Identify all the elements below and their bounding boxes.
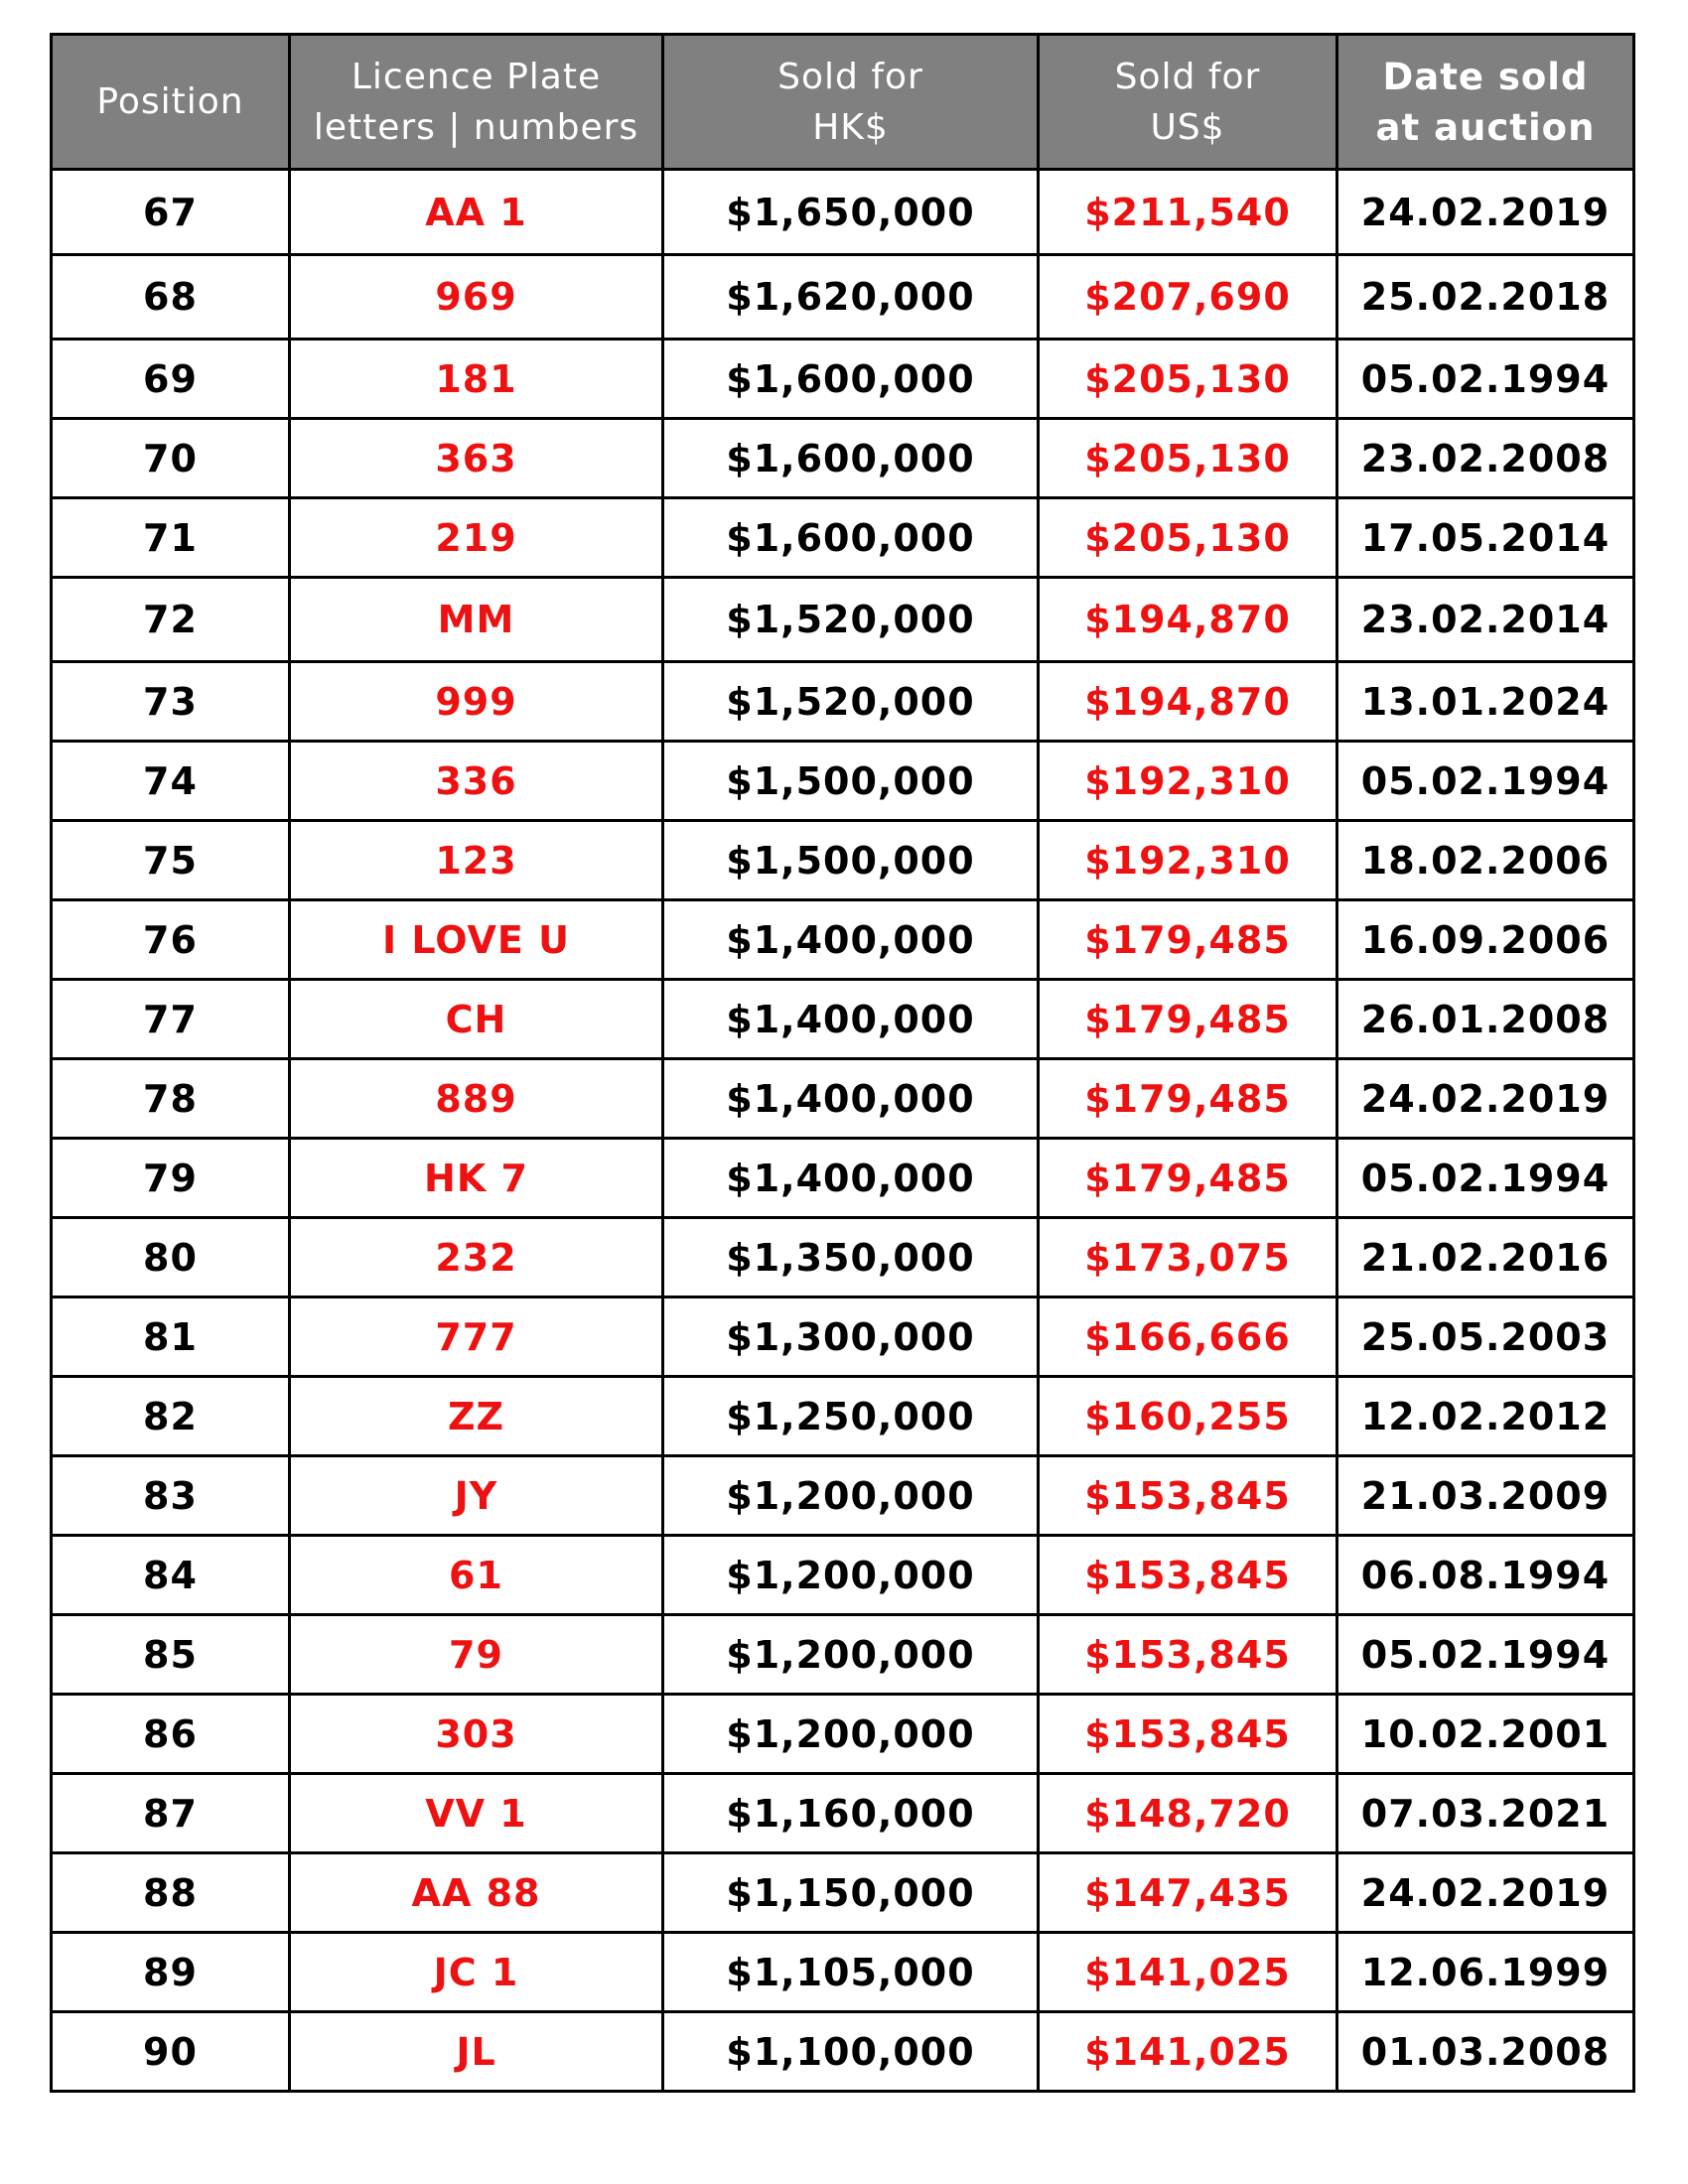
sold-usd-cell: $179,485 <box>1039 1059 1337 1139</box>
sold-usd-cell: $148,720 <box>1039 1774 1337 1853</box>
date-sold-cell: 16.09.2006 <box>1337 900 1634 980</box>
sold-usd-cell: $153,845 <box>1039 1536 1337 1615</box>
date-sold-cell: 07.03.2021 <box>1337 1774 1634 1853</box>
table-row <box>52 1297 1634 1377</box>
position-cell: 80 <box>52 1218 290 1297</box>
sold-usd-cell: $205,130 <box>1039 498 1337 578</box>
licence-plate-cell: MM <box>290 578 663 662</box>
position-cell: 70 <box>52 419 290 498</box>
sold-hkd-cell: $1,350,000 <box>663 1218 1039 1297</box>
position-cell: 72 <box>52 578 290 662</box>
position-cell: 82 <box>52 1377 290 1456</box>
table-row <box>52 1933 1634 2012</box>
licence-plate-auction-table <box>50 33 1635 2093</box>
sold-hkd-cell: $1,600,000 <box>663 498 1039 578</box>
sold-usd-cell: $141,025 <box>1039 2012 1337 2092</box>
position-cell: 71 <box>52 498 290 578</box>
header-date-sold-line1: Date sold <box>1382 55 1589 98</box>
position-cell: 81 <box>52 1297 290 1377</box>
sold-hkd-cell: $1,200,000 <box>663 1536 1039 1615</box>
sold-usd-cell: $205,130 <box>1039 419 1337 498</box>
header-licence-plate <box>290 35 663 170</box>
licence-plate-cell: 969 <box>290 255 663 340</box>
table-row <box>52 1774 1634 1853</box>
licence-plate-cell: I LOVE U <box>290 900 663 980</box>
sold-usd-cell: $166,666 <box>1039 1297 1337 1377</box>
table-row <box>52 1536 1634 1615</box>
table-row <box>52 255 1634 340</box>
sold-hkd-cell: $1,160,000 <box>663 1774 1039 1853</box>
sold-hkd-cell: $1,600,000 <box>663 419 1039 498</box>
table-row <box>52 900 1634 980</box>
table-row <box>52 170 1634 255</box>
position-cell: 69 <box>52 340 290 419</box>
sold-usd-cell: $179,485 <box>1039 900 1337 980</box>
sold-hkd-cell: $1,400,000 <box>663 980 1039 1059</box>
position-cell: 79 <box>52 1139 290 1218</box>
sold-hkd-cell: $1,200,000 <box>663 1695 1039 1774</box>
sold-usd-cell: $192,310 <box>1039 742 1337 821</box>
date-sold-cell: 24.02.2019 <box>1337 1853 1634 1933</box>
table-row <box>52 1695 1634 1774</box>
licence-plate-cell: 777 <box>290 1297 663 1377</box>
sold-usd-cell: $194,870 <box>1039 662 1337 742</box>
position-cell: 76 <box>52 900 290 980</box>
sold-hkd-cell: $1,100,000 <box>663 2012 1039 2092</box>
date-sold-cell: 21.02.2016 <box>1337 1218 1634 1297</box>
licence-plate-cell: CH <box>290 980 663 1059</box>
licence-plate-cell: 363 <box>290 419 663 498</box>
position-cell: 87 <box>52 1774 290 1853</box>
header-sold-hkd-line2: HK$ <box>812 106 889 148</box>
sold-usd-cell: $179,485 <box>1039 980 1337 1059</box>
position-cell: 74 <box>52 742 290 821</box>
sold-usd-cell: $207,690 <box>1039 255 1337 340</box>
sold-usd-cell: $192,310 <box>1039 821 1337 900</box>
header-date-sold-line2: at auction <box>1375 105 1596 149</box>
header-position <box>52 35 290 170</box>
licence-plate-cell: 336 <box>290 742 663 821</box>
position-cell: 67 <box>52 170 290 255</box>
sold-hkd-cell: $1,520,000 <box>663 578 1039 662</box>
header-sold-hkd <box>663 35 1039 170</box>
sold-hkd-cell: $1,300,000 <box>663 1297 1039 1377</box>
sold-hkd-cell: $1,150,000 <box>663 1853 1039 1933</box>
date-sold-cell: 05.02.1994 <box>1337 340 1634 419</box>
table-row <box>52 498 1634 578</box>
header-row <box>52 35 1634 170</box>
header-sold-usd-line1: Sold for <box>1114 56 1261 97</box>
position-cell: 75 <box>52 821 290 900</box>
licence-plate-cell: HK 7 <box>290 1139 663 1218</box>
licence-plate-cell: AA 88 <box>290 1853 663 1933</box>
table-row <box>52 1218 1634 1297</box>
sold-hkd-cell: $1,500,000 <box>663 821 1039 900</box>
sold-usd-cell: $211,540 <box>1039 170 1337 255</box>
licence-plate-cell: 61 <box>290 1536 663 1615</box>
sold-usd-cell: $173,075 <box>1039 1218 1337 1297</box>
sold-hkd-cell: $1,400,000 <box>663 900 1039 980</box>
licence-plate-cell: 232 <box>290 1218 663 1297</box>
licence-plate-cell: 999 <box>290 662 663 742</box>
sold-usd-cell: $205,130 <box>1039 340 1337 419</box>
sold-hkd-cell: $1,600,000 <box>663 340 1039 419</box>
position-cell: 85 <box>52 1615 290 1695</box>
table-body <box>52 170 1634 2092</box>
header-sold-usd-line2: US$ <box>1150 106 1225 148</box>
licence-plate-cell: JY <box>290 1456 663 1536</box>
date-sold-cell: 13.01.2024 <box>1337 662 1634 742</box>
header-sold-hkd-line1: Sold for <box>777 56 923 97</box>
table-row <box>52 742 1634 821</box>
date-sold-cell: 23.02.2008 <box>1337 419 1634 498</box>
sold-hkd-cell: $1,200,000 <box>663 1456 1039 1536</box>
date-sold-cell: 24.02.2019 <box>1337 170 1634 255</box>
licence-plate-cell: 123 <box>290 821 663 900</box>
auction-results-sheet <box>50 33 1632 2093</box>
sold-usd-cell: $147,435 <box>1039 1853 1337 1933</box>
date-sold-cell: 25.02.2018 <box>1337 255 1634 340</box>
date-sold-cell: 05.02.1994 <box>1337 1615 1634 1695</box>
date-sold-cell: 25.05.2003 <box>1337 1297 1634 1377</box>
sold-hkd-cell: $1,520,000 <box>663 662 1039 742</box>
table-row <box>52 419 1634 498</box>
table-row <box>52 1853 1634 1933</box>
header-sold-usd <box>1039 35 1337 170</box>
table-row <box>52 980 1634 1059</box>
licence-plate-cell: 303 <box>290 1695 663 1774</box>
table-row <box>52 1615 1634 1695</box>
date-sold-cell: 17.05.2014 <box>1337 498 1634 578</box>
sold-usd-cell: $194,870 <box>1039 578 1337 662</box>
date-sold-cell: 23.02.2014 <box>1337 578 1634 662</box>
licence-plate-cell: 79 <box>290 1615 663 1695</box>
position-cell: 84 <box>52 1536 290 1615</box>
position-cell: 73 <box>52 662 290 742</box>
date-sold-cell: 06.08.1994 <box>1337 1536 1634 1615</box>
sold-hkd-cell: $1,400,000 <box>663 1139 1039 1218</box>
date-sold-cell: 05.02.1994 <box>1337 1139 1634 1218</box>
licence-plate-cell: JC 1 <box>290 1933 663 2012</box>
header-date-sold <box>1337 35 1634 170</box>
licence-plate-cell: ZZ <box>290 1377 663 1456</box>
position-cell: 89 <box>52 1933 290 2012</box>
licence-plate-cell: JL <box>290 2012 663 2092</box>
sold-usd-cell: $153,845 <box>1039 1695 1337 1774</box>
date-sold-cell: 26.01.2008 <box>1337 980 1634 1059</box>
sold-hkd-cell: $1,650,000 <box>663 170 1039 255</box>
date-sold-cell: 21.03.2009 <box>1337 1456 1634 1536</box>
date-sold-cell: 18.02.2006 <box>1337 821 1634 900</box>
sold-hkd-cell: $1,200,000 <box>663 1615 1039 1695</box>
header-position-line1: Position <box>96 81 244 122</box>
position-cell: 86 <box>52 1695 290 1774</box>
sold-hkd-cell: $1,250,000 <box>663 1377 1039 1456</box>
licence-plate-cell: 889 <box>290 1059 663 1139</box>
licence-plate-cell: 219 <box>290 498 663 578</box>
date-sold-cell: 10.02.2001 <box>1337 1695 1634 1774</box>
table-row <box>52 1377 1634 1456</box>
licence-plate-cell: AA 1 <box>290 170 663 255</box>
position-cell: 78 <box>52 1059 290 1139</box>
date-sold-cell: 24.02.2019 <box>1337 1059 1634 1139</box>
table-row <box>52 821 1634 900</box>
table-row <box>52 1059 1634 1139</box>
position-cell: 77 <box>52 980 290 1059</box>
date-sold-cell: 05.02.1994 <box>1337 742 1634 821</box>
table-row <box>52 2012 1634 2092</box>
sold-usd-cell: $153,845 <box>1039 1615 1337 1695</box>
date-sold-cell: 12.06.1999 <box>1337 1933 1634 2012</box>
table-row <box>52 1456 1634 1536</box>
sold-hkd-cell: $1,500,000 <box>663 742 1039 821</box>
sold-hkd-cell: $1,620,000 <box>663 255 1039 340</box>
table-row <box>52 662 1634 742</box>
table-row <box>52 340 1634 419</box>
licence-plate-cell: VV 1 <box>290 1774 663 1853</box>
sold-usd-cell: $160,255 <box>1039 1377 1337 1456</box>
table-row <box>52 1139 1634 1218</box>
date-sold-cell: 01.03.2008 <box>1337 2012 1634 2092</box>
position-cell: 83 <box>52 1456 290 1536</box>
position-cell: 88 <box>52 1853 290 1933</box>
sold-usd-cell: $153,845 <box>1039 1456 1337 1536</box>
date-sold-cell: 12.02.2012 <box>1337 1377 1634 1456</box>
header-licence-plate-line2: letters | numbers <box>313 106 639 148</box>
header-licence-plate-line1: Licence Plate <box>351 56 602 97</box>
position-cell: 68 <box>52 255 290 340</box>
licence-plate-cell: 181 <box>290 340 663 419</box>
sold-hkd-cell: $1,105,000 <box>663 1933 1039 2012</box>
sold-usd-cell: $141,025 <box>1039 1933 1337 2012</box>
table-row <box>52 578 1634 662</box>
sold-hkd-cell: $1,400,000 <box>663 1059 1039 1139</box>
position-cell: 90 <box>52 2012 290 2092</box>
sold-usd-cell: $179,485 <box>1039 1139 1337 1218</box>
